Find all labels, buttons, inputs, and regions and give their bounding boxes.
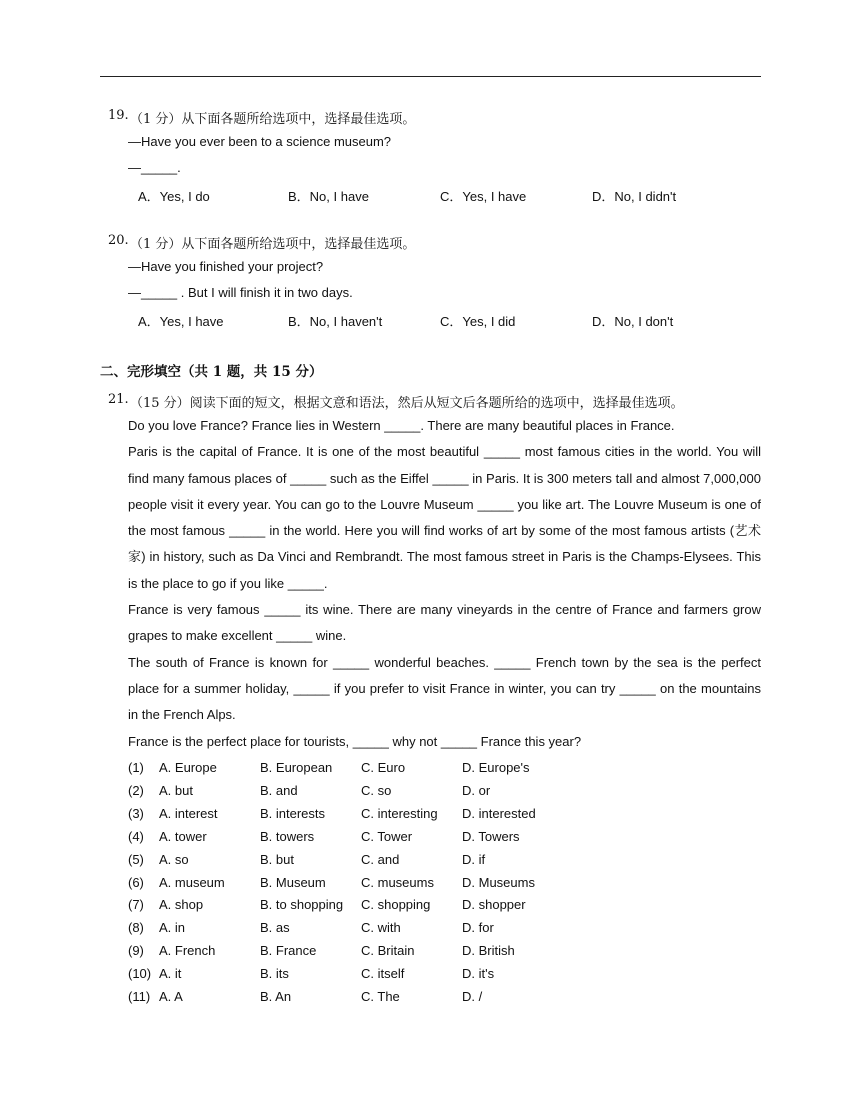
option-a[interactable]: A．Yes, I have [138,314,224,329]
choice-option-d[interactable]: D. or [462,782,491,798]
choice-option-a[interactable]: A. French [159,943,216,959]
passage-paragraph: Do you love France? France lies in Western _____. There are many beautiful places in France. [128,418,675,433]
choice-number: (9) [128,943,144,959]
choice-option-b[interactable]: B. An [260,989,292,1004]
choice-number: (3) [128,805,144,821]
question-instruction: （15 分）阅读下面的短文，根据文意和语法，然后从短文后各题所给的选项中，选择最佳选项。 [130,396,684,411]
choice-row [128,760,648,780]
option-b[interactable]: B．No, I haven't [288,314,383,329]
choice-option-a[interactable]: A. it [159,966,182,982]
choice-option-b[interactable]: B. Museum [260,874,326,890]
option-d[interactable]: D．No, I didn't [592,189,677,204]
choice-option-a[interactable]: A. tower [159,828,207,844]
choice-option-d[interactable]: D. Europe's [462,760,530,775]
choice-number: (4) [128,828,144,844]
choice-option-b[interactable]: B. but [260,851,294,867]
options-row [138,311,758,331]
choice-option-a[interactable]: A. so [159,851,189,867]
choice-option-a[interactable]: A. museum [159,874,225,890]
section-title: 二、完形填空（共 1 题，共 15 分） [100,364,323,380]
choice-row [128,852,648,872]
choice-option-c[interactable]: C. with [361,920,401,936]
question-instruction: （1 分）从下面各题所给选项中，选择最佳选项。 [130,112,416,127]
choice-option-c[interactable]: C. Euro [361,760,406,775]
choice-option-d[interactable]: D. Museums [462,874,535,890]
choice-option-c[interactable]: C. Britain [361,943,415,959]
choice-option-d[interactable]: D. shopper [462,897,526,913]
option-d[interactable]: D．No, I don't [592,314,674,329]
dialogue-line: —_____. [128,160,181,175]
choice-option-d[interactable]: D. interested [462,805,536,821]
choice-option-d[interactable]: D. it's [462,966,495,982]
choice-option-b[interactable]: B. France [260,943,317,959]
option-c[interactable]: C．Yes, I have [440,189,527,204]
question-instruction: （1 分）从下面各题所给选项中，选择最佳选项。 [130,237,416,252]
choice-option-c[interactable]: C. itself [361,966,405,982]
choice-option-b[interactable]: B. towers [260,828,315,844]
dialogue-line: —_____ . But I will finish it in two days. [128,285,353,300]
choice-option-a[interactable]: A. in [159,920,186,936]
choice-row [128,783,648,803]
choice-option-a[interactable]: A. interest [159,805,218,821]
choice-row [128,943,648,963]
choice-option-a[interactable]: A. A [159,989,183,1004]
passage-paragraph: France is the perfect place for tourists, _____ why not _____ France this year? [128,733,582,749]
choice-option-d[interactable]: D. / [462,989,483,1004]
choice-option-a[interactable]: A. Europe [159,760,217,775]
choice-number: (1) [128,760,144,775]
choice-option-c[interactable]: C. Tower [361,828,413,844]
choice-option-b[interactable]: B. as [260,920,290,936]
question-number: 21. [108,392,129,407]
choice-option-d[interactable]: D. if [462,851,486,867]
choice-row [128,875,648,895]
choice-number: (2) [128,782,144,798]
choice-option-b[interactable]: B. its [260,966,289,982]
choice-option-a[interactable]: A. shop [159,897,204,913]
choice-row [128,920,648,940]
choice-number: (6) [128,874,144,890]
choice-option-c[interactable]: C. interesting [361,805,438,821]
choice-number: (11) [128,989,151,1004]
choice-option-c[interactable]: C. and [361,851,400,867]
choice-row [128,897,648,917]
choice-option-b[interactable]: B. interests [260,805,326,821]
question-number: 19. [108,108,129,123]
dialogue-line: —Have you ever been to a science museum? [128,134,392,149]
choice-option-c[interactable]: C. shopping [361,897,431,913]
cloze-passage [128,413,761,755]
choice-row [128,966,648,986]
choice-option-b[interactable]: B. and [260,782,298,798]
header-divider [100,76,761,77]
choice-option-d[interactable]: D. for [462,920,494,936]
choice-row [128,806,648,826]
dialogue-line: —Have you finished your project? [128,259,324,274]
choice-option-a[interactable]: A. but [159,782,193,798]
options-row [138,186,758,206]
question-number: 20. [108,233,129,248]
option-c[interactable]: C．Yes, I did [440,314,516,329]
choice-number: (7) [128,897,144,913]
option-a[interactable]: A．Yes, I do [138,189,210,204]
choice-option-c[interactable]: C. so [361,782,392,798]
choice-row [128,829,648,849]
choice-row [128,989,648,1009]
choice-option-c[interactable]: C. The [361,989,400,1004]
choice-option-b[interactable]: B. to shopping [260,897,344,913]
passage-paragraph: France is very famous _____ its wine. There are many vineyards in the centre of France and farmers grow grapes to make excellent _____ wine. [128,602,761,644]
choice-number: (5) [128,851,144,867]
choice-option-d[interactable]: D. Towers [462,828,520,844]
choice-number: (10) [128,966,152,982]
choice-option-d[interactable]: D. British [462,943,515,959]
passage-paragraph: The south of France is known for _____ wonderful beaches. _____ French town by the sea is the perfect place for a summer holiday, _____ if you prefer to visit France in winter, you can try _____ on the mountains in the French Alps. [128,654,761,723]
option-b[interactable]: B．No, I have [288,189,369,204]
choice-option-b[interactable]: B. European [260,760,333,775]
choice-option-c[interactable]: C. museums [361,874,434,890]
passage-paragraph: Paris is the capital of France. It is one of the most beautiful _____ most famous cities in the world. You will find many famous places of _____ such as the Eiffel _____ in Paris. It is 300 meters tall and almost 7,000,000 people visit it every year. You can go to the Louvre Museum _____ you like art. The Louvre Museum is one of the most famous _____ in the world. Here you will find works of art by some of the most famous artists (艺术家) in history, such as Da Vinci and Rembrandt. The most famous street in Paris is the Champs-Elysees. This is the place to go if you like _____. [128,444,761,591]
choice-number: (8) [128,920,144,936]
